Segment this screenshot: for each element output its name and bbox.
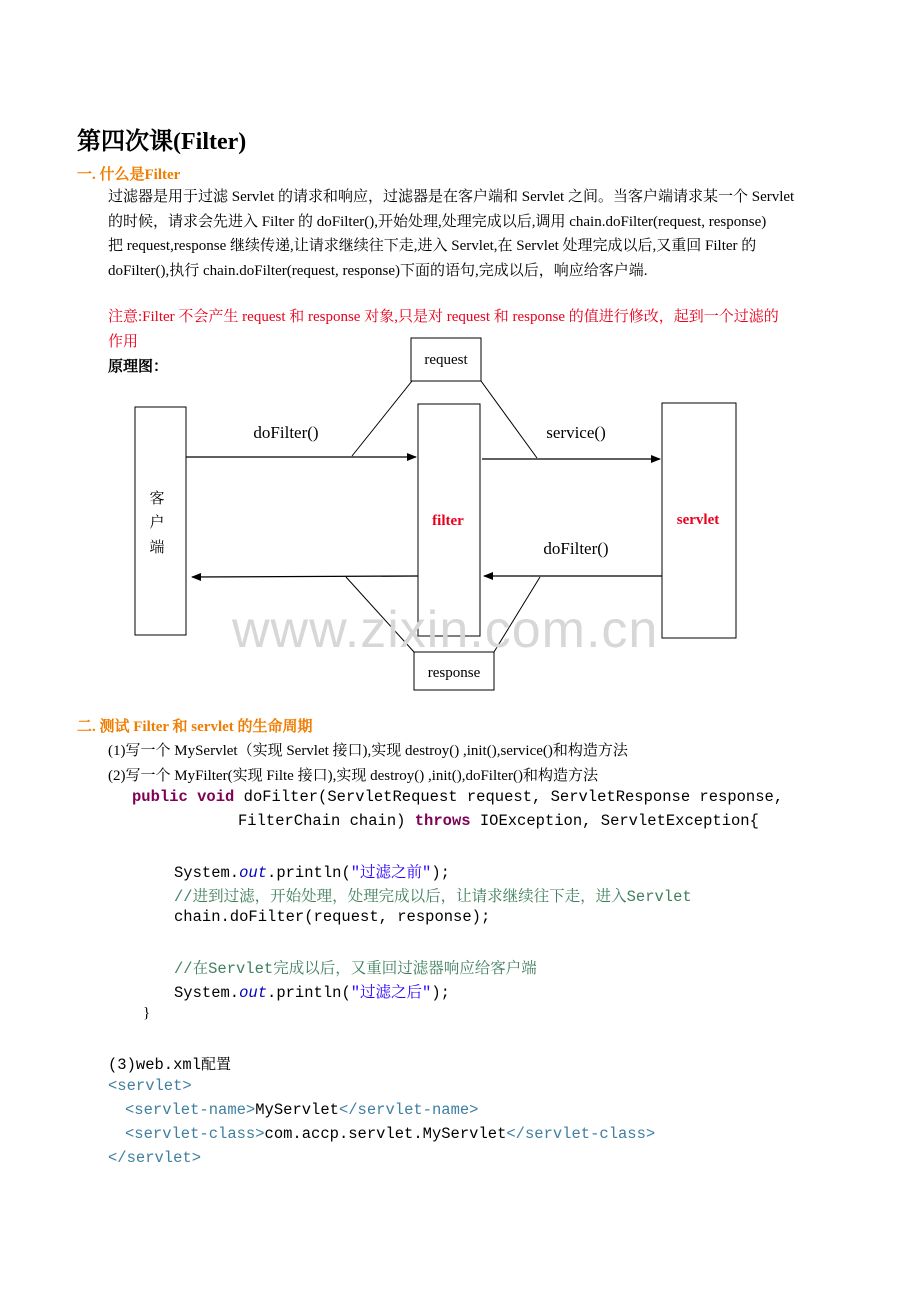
client-label-char: 户 <box>149 515 165 531</box>
code-text: (3)web.xml <box>108 1056 202 1074</box>
xml-servlet-name-line <box>125 1101 478 1119</box>
note-line: 作用 <box>108 333 139 350</box>
arrow-filter-to-client <box>192 576 418 577</box>
xml-value: com.accp.servlet.MyServlet <box>264 1125 507 1143</box>
note-line: 注意:Filter 不会产生 request 和 response 对象,只是对 request 和 response 的值进行修改，起到一个过滤的 <box>108 309 779 325</box>
code-close-brace: } <box>143 1005 151 1021</box>
code-text: FilterChain chain) <box>238 812 415 830</box>
code-signature-line-1 <box>132 788 783 806</box>
paragraph-line: 的时候，请求会先进入 Filter 的 doFilter(),开始处理,处理完成以后,调用 chain.doFilter(request, response) <box>108 213 767 230</box>
code-text: .println( <box>267 984 351 1002</box>
page-title: 第四次课(Filter) <box>77 129 247 155</box>
section-2-heading: 二. 测试 Filter 和 servlet 的生命周期 <box>77 719 313 735</box>
code-text: .println( <box>267 864 351 882</box>
code-comment-1: //进到过滤，开始处理，处理完成以后，让请求继续往下走，进入Servlet <box>174 888 692 906</box>
xml-open-servlet: <servlet> <box>108 1077 192 1095</box>
servlet-label: servlet <box>676 512 720 528</box>
section-1-heading: 一. 什么是Filter <box>77 167 181 183</box>
code-text: ); <box>431 864 450 882</box>
xml-tag: <servlet-class> <box>125 1125 265 1143</box>
request-connector-right <box>481 381 537 458</box>
code-signature-line-2 <box>238 812 759 830</box>
request-label: request <box>424 352 468 368</box>
keyword: void <box>197 788 235 806</box>
xml-tag: <servlet-name> <box>125 1101 256 1119</box>
xml-tag: </servlet-name> <box>338 1101 479 1119</box>
code-chain-call: chain.doFilter(request, response); <box>174 908 491 926</box>
keyword: public <box>132 788 188 806</box>
code-comment-2: //在Servlet完成以后，又重回过滤器响应给客户端 <box>174 960 537 978</box>
xml-heading-label: 配置 <box>201 1057 232 1073</box>
code-print-before <box>174 860 450 882</box>
servlet-to-filter-label: doFilter() <box>543 539 609 558</box>
code-text: doFilter(ServletRequest request, ServletResponse response, <box>234 788 784 806</box>
list-item: (1)写一个 MyServlet（实现 Servlet 接口),实现 destroy() ,init(),service()和构造方法 <box>108 743 628 759</box>
code-string: "过滤之后" <box>350 984 432 1002</box>
code-text: ); <box>431 984 450 1002</box>
client-label-char: 端 <box>149 540 165 556</box>
code-print-after <box>174 980 450 1002</box>
keyword: throws <box>414 812 471 830</box>
watermark: www.zixin.com.cn <box>232 601 659 659</box>
code-string: "过滤之前" <box>350 864 432 882</box>
code-text: System. <box>174 864 240 882</box>
section-2-items <box>108 739 628 788</box>
diagram-label: 原理图： <box>108 359 169 375</box>
xml-value: MyServlet <box>255 1101 339 1119</box>
xml-close-servlet: </servlet> <box>108 1149 202 1167</box>
code-text: IOException, ServletException{ <box>470 812 759 830</box>
list-item: (2)写一个 MyFilter(实现 Filte 接口),实现 destroy() ,init(),doFilter()和构造方法 <box>108 767 598 784</box>
request-connector-left <box>352 381 412 456</box>
client-label-char: 客 <box>149 491 165 507</box>
client-to-filter-label: doFilter() <box>253 423 319 442</box>
filter-label: filter <box>432 513 464 529</box>
paragraph-line: 把 request,response 继续传递,让请求继续往下走,进入 Servlet,在 Servlet 处理完成以后,又重回 Filter 的 <box>108 238 757 254</box>
xml-tag: </servlet-class> <box>506 1125 656 1143</box>
paragraph-line: doFilter(),执行 chain.doFilter(request, response)下面的语句,完成以后，响应给客户端. <box>108 262 648 279</box>
filter-to-servlet-label: service() <box>546 423 606 442</box>
xml-servlet-class-line <box>125 1125 655 1143</box>
code-field: out <box>239 864 268 882</box>
code-text: System. <box>174 984 240 1002</box>
response-label: response <box>427 665 481 681</box>
code-field: out <box>239 984 268 1002</box>
paragraph-line: 过滤器是用于过滤 Servlet 的请求和响应，过滤器是在客户端和 Servlet 之间。当客户端请求某一个 Servlet <box>108 189 795 205</box>
xml-heading <box>108 1053 231 1074</box>
